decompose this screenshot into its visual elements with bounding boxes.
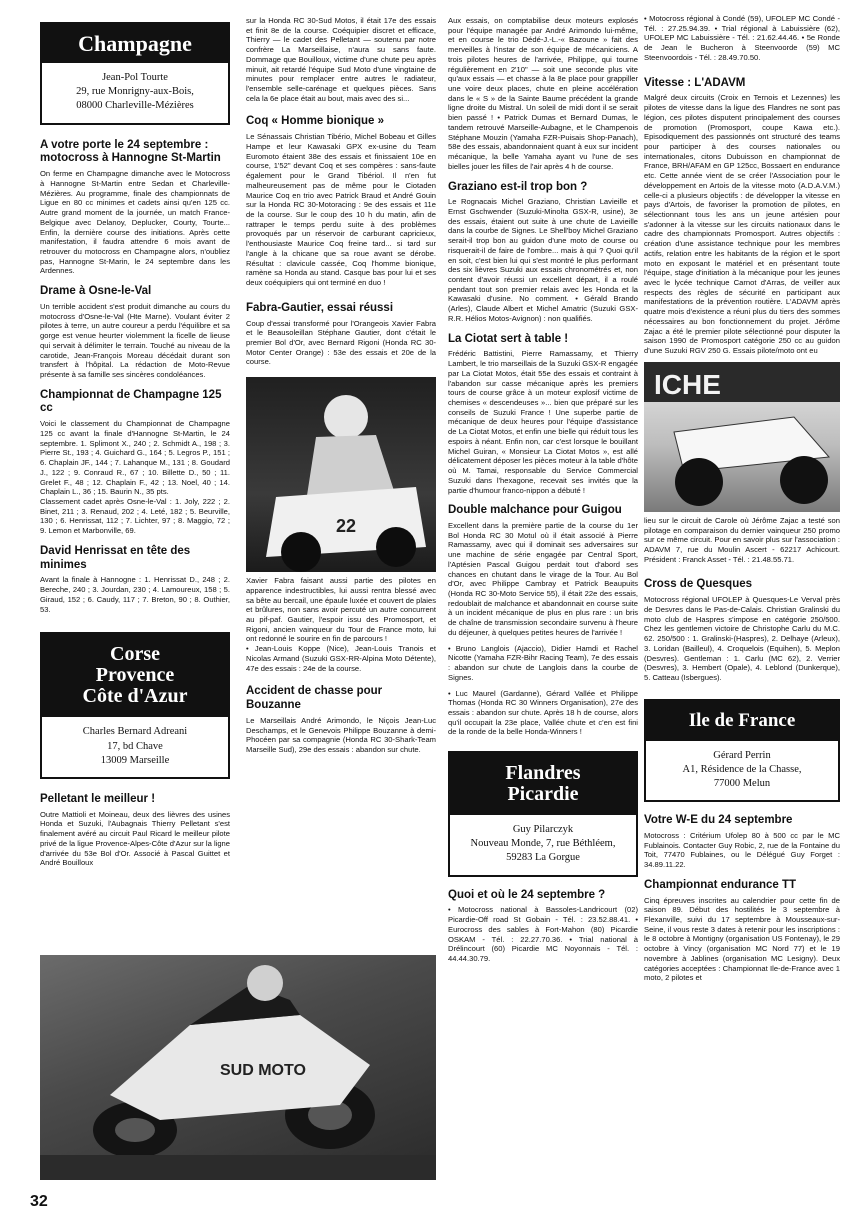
background-sign: ICHE	[654, 368, 721, 400]
page-number: 32	[30, 1193, 48, 1210]
article-body: Le Marseillais André Arimondo, le Niçois Jean-Luc Deschamps, et le Genevois Philippe Bouzanne à demi-Phocéen par sa compagnie (Honda RC 30-Shark-Team Marseille Sud), 29e des essais : abandon sur chute.	[246, 715, 436, 755]
article-title: Cross de Quesques	[644, 578, 753, 591]
article-body: Frédéric Battistini, Pierre Ramassamy, et Thierry Lambert, le trio marseillais de la Suzuki GSX-R engagée par La Ciotat Motos, était 55e des essais et contraint à l'abandon sur casse mécanique après les premiers tours de course grâce à un moteur explosif victime de chemises « descendeuses »... bien que préparé sur les conseils de Suzuki France ! Une superbe partie de mécanique de deux heures pour l'équipe d'assistance de La Ciotat Motos, et enfin une bielle qui réduit tous les espoirs à néant. Enfin non, car c'est lorsque le bouillant Michel Guiran, « Monsieur La Ciotat Motos », est allé délicatement déposer les pièces moteur à la table d'hôte où M. Tamai, responsable du Service Commercial Suzuki dans l'hexagone, recevait ses invités que la partie d'humour franco-nippon a débuté !	[448, 349, 638, 495]
article-body: Cinq épreuves inscrites au calendrier pour cette fin de saison 89. Début des hostilités le 3 septembre à Flexanville, suivi du 17 septembre à Mousseaux-sur-Seine, il vous reste 3 dates à retenir pour les inscriptions : le 8 octobre à Montigny (organisation US Fontenay), le 29 octobre à Vincy (organisation MC Nord 77) et le 19 novembre à Jablines (organisation MC Lesigny). Deux catégories acceptées : Championnat Ile-de-France avec 1 moto, 2 pilotes et	[644, 895, 840, 983]
article-body: Excellent dans la première partie de la course du 1er Bol Honda RC 30 Motul où il était associé à Pierre Ramassamy, avec qui il dominait ses adversaires sur une machine de série engagée par Central Sport, l'Aptésien Pascal Guigou perdait tout d'abord ses chances en chutant dans le virage de la Tour. Au Bol d'Or, avec Philippe Cambray et Patrick Beaupuits (Honda RC 30-Moto Service 55), il était 22e des essais, redoublait de malchance et abandonnait en course suite à un incident mécanique de plus en plus rare : un bris de chaîne de transmission secondaire survenu à l'heure du déjeuner, à quelques petites heures de l'arrivée !	[448, 521, 638, 637]
region-box-champagne	[40, 22, 230, 125]
article-body: • Bruno Langlois (Ajaccio), Didier Hamdi et Rachel Nicotte (Yamaha FZR-Bihr Racing Team), 7e des essais : abandon sur chute de Langlois dans la courbe de Signes.	[448, 643, 638, 682]
article-title: Championnat endurance TT	[644, 878, 797, 891]
region-title: Corse Provence Côte d'Azur	[42, 634, 228, 717]
region-box-corse	[40, 632, 230, 779]
article-title: La Ciotat sert à table !	[448, 332, 569, 345]
region-contact: Guy Pilarczyk Nouveau Monde, 7, rue Béthléem, 59283 La Gorgue	[470, 824, 616, 864]
bike-display-illustration	[644, 362, 840, 512]
article-body: Avant la finale à Hannogne : 1. Henrissat D., 248 ; 2. Bereche, 240 ; 3. Jourdan, 230 ; 4. Lamoureux, 158 ; 5. Giraud, 152 ; 6. Caudy, 117 ; 7. Breton, 90 ; 8. Outhier, 53.	[40, 575, 230, 614]
article-title: Championnat de Champagne 125 cc	[40, 388, 222, 415]
region-box-flandres	[448, 751, 638, 877]
article-body: Malgré deux circuits (Croix en Ternois et Lezennes) les pilotes de vitesse dans la ligue des Flandres ne sont pas légion, ces pilotes disputent principalement des courses de promotion (Promosport, coupe Kawa etc.). Episodiquement des passionnés ont structuré des teams pour participer à des courses nationales ou internationales, citons Dubuisson en championnat de France, BRH/AFAM en GP 125cc, Bossaert en endurance etc. Cette année vient de se créer l'Association pour le développement en Artois de la vitesse moto (A.D.A.V.M.) celle-ci a plusieurs objectifs : de développer la vitesse en pays d'Artois, de favoriser la promotion de pilotes, en sélectionnant tous les ans un jeune artésien pour s'adonner à la vitesse sur les circuits nationaux dans le cadre des championnats Promosport. Autres objectifs : création d'une assistance technique pour les membres actifs, relation entre les habitants de la région et le sport moto en exposant le matériel et en présentant toute l'équipe, stage d'initiation à la mécanique pour les jeunes avec le lycée technique Carnot d'Arras, de veiller aux respects des règles de sécurité en participant aux manifestations de la prévention routière. L'ADAVM après quatre mois d'existence a réuni plus du tiers des sommes nécessaires au bon fonctionnement du projet. Jérôme Zajac a été le premier pilote sélectionné pour disputer la saison 1990 de Promosport catégorie 250 cc au guidon d'une Suzuki RGV 250 G. Essais pilote/moto ont eu	[644, 93, 840, 356]
article-title: Pelletant le meilleur !	[40, 792, 156, 805]
article-body: Outre Mattioli et Moineau, deux des lièvres des usines Honda et Suzuki, l'Aubagnais Thierry Pelletant s'est finalement avéré au circuit Paul Ricard le meilleur pilote privé de la ligue Provence-Alpes-Côte d'Azur sur la ligne d'arrivée du 53e Bol d'Or. Associé à Pascal Guittet et André Bouilloux	[40, 809, 230, 868]
photo-bike-display	[644, 362, 840, 512]
region-box-idf	[644, 699, 840, 802]
article-body: sur la Honda RC 30-Sud Motos, il était 17e des essais et finit 8e de la course. Coéquipier discret et efficace, Thierry — le cadet des Pelletant — soutenu par notre confrère La Marseillaise, n'aura su sans faute. Dommage que Bouilloux, victime d'une chute peu après minuit, ait retardé l'équipe Sud Moto d'une vingtaine de minutes pour remplacer entre autres le radiateur, l'ensemble selle-carénage et quelques pièces. Sans cela la 6e place était au bout, mais avec des si...	[246, 16, 436, 103]
rider-illustration	[246, 377, 436, 572]
article-body: On ferme en Champagne dimanche avec le Motocross à Hannogne St-Martin entre Sedan et Charleville-Mézières. Au programme, finale des championnats de Ligue en 80 cc minimes et cadets ainsi qu'en 125 cc. Autre grand moment de la journée, un match France-Belgique avec Delanoy, Deplucker, Courty, Tourte... Enfin, la dernière course des initiations. Après cette manifestation, il faudra attendre 6 mois avant de retrouver du motocross en Champagne alors, n'oubliez pas, Hannogne St-Marin, le 24 septembre dans les Ardennes.	[40, 169, 230, 276]
article-body: Motocross régional UFOLEP à Quesques-Le Verval près de Desvres dans le Pas-de-Calais. Christian Gralinski du moto club de Haspres s'impose en catégorie 250/500. Chez les gentlemen victoire de Christophe Carlu du M.C. 62. 250/500 : 1. Gralinski-(Haspres), 2. Delhaye (Arleux), 3. Loridan (Bailleul), 4. Croquelois (Equihen), 5. Meplon (Desvres). Gentleman : 1. Carlu (MC 62), 2. Verrier (Desvres), 3. Hembert (Opale), 4. Leblond (Dunkerque), 5. Catteau (Isbergues).	[644, 595, 840, 682]
article-title: Accident de chasse pour Bouzanne	[246, 685, 383, 712]
column-2	[246, 0, 436, 1200]
article-body: Aux essais, on comptabilise deux moteurs explosés pour l'équipe managée par André Arimondo lui-même, et en course le trio Dédé-J.-L.-« Bazoune » fait des merveilles à l'instar de son équipe de mécaniciens. A trois pilotes heures de l'arrivée, Philippe, qui tourne régulièrement en 2'10" — soit une seconde plus vite qu'aux essais — et chasse à la 8e place pour grappiller une voire deux places, chute en pleine accélération dans le « S » de la Sainte Baume précédent la grande ligne droite du Mistral. Un soleil de midi dont il se serait bien passé ! • Patrick Dumas et Bernard Dumas, le tandem retrouvé Marseille-Aubagne, et le Champenois Stéphane Mouzin (Yamaha FZR-Puisais Shop-Panach), 58e des essais, abandonnaient quant à eux sur incident mécanique, la belle Yamaha ayant vu l'une de ses bielles jouer les filles de l'air après 4 h de course.	[448, 16, 638, 171]
column-4	[644, 0, 840, 1200]
region-contact: Gérard Perrin A1, Résidence de la Chasse, 77000 Melun	[682, 749, 802, 789]
photo-caption: lieu sur le circuit de Carole où Jérôme Zajac a testé son pilotage en comparaison du dernier vainqueur 250 promo sur ce même circuit. Pour en savoir plus sur l'association : ADAVM 7, rue du Moulin Ascert - 62217 Achicourt. Président : Franck Asset - Tél. : 21.48.55.71.	[644, 515, 840, 564]
article-body: Classement cadet après Osne-le-Val : 1. Joly, 222 ; 2. Binet, 211 ; 3. Renaud, 202 ; 4. Leté, 182 ; 5. Beurville, 130 ; 6. Henrissat, 112 ; 7. Lichter, 97 ; 8. Maggio, 72 ; 9. Lemon et Marbonville, 69.	[40, 497, 230, 536]
article-body: • Jean-Louis Koppe (Nice), Jean-Louis Tranois et Nicolas Armand (Suzuki GSX-RR-Alpina Moto Détente), 47e des essais : 24e de la course.	[246, 644, 436, 673]
article-body: Le Sénassais Christian Tibério, Michel Bobeau et Gilles Hampe et leur Kawasaki GPX ex-usine du Team Euromoto étaient 38e des essais et finissaient 10e en course, 1'52" devant Coq et ses compères : sans-faute également pour le Grand Tibériol. Il n'en fut malheureusement pas de même pour le Ciotaden Maurice Coq en trio avec Patrick Braud et André Gouin sur la Honda RC 30-Motoracing : 9e des essais et 11e de la course. Sur le coup des 10 h du matin, afin de rattraper le temps perdu suite à des problèmes provoqués par un réservoir de carburant capricieux, l'enthousiaste Maurice Coq freine tard... si tard sur l'angle à la chicane que sa roue avant se dérobe. Résultat : clavicule cassée, Coq l'homme bionique, ramène sa Honda au stand. Casque bas pour lui et ses deux coéquipiers qui ont terminé en duo !	[246, 132, 436, 288]
article-title: Double malchance pour Guigou	[448, 504, 622, 517]
article-title: Drame à Osne-le-Val	[40, 285, 152, 298]
photo-rider-pit	[246, 377, 436, 572]
region-contact: Jean-Pol Tourte 29, rue Monrigny-aux-Bois, 08000 Charleville-Mézières	[76, 72, 194, 112]
article-body: Coup d'essai transformé pour l'Orangeois Xavier Fabra et le Beausoleillan Stéphane Gautier, dont c'était le premier Bol d'Or, avec Bernard Rigoni (Honda RC 30-Motor Center Orange) : 53e des essais et 20e de la course.	[246, 318, 436, 367]
article-title: A votre porte le 24 septembre : motocross à Hannogne St-Martin	[40, 138, 221, 165]
photo-caption: Xavier Fabra faisant aussi partie des pilotes en apparence indestructibles, lui aussi rentra blessé avec sa bête au bercail, une épaule luxée et couvert de plaies et brûlures, non sans avoir percuté un autre concurrent au pif-paf. Gautier, l'espoir issu des Promosport, et Rigoni, ancien vainqueur du Tour de France moto, lui ont redonné le sourire en fin de parcours !	[246, 576, 436, 644]
article-title: Fabra-Gautier, essai réussi	[246, 301, 394, 314]
article-body: Le Rognacais Michel Graziano, Christian Lavieille et Ernst Gschwender (Suzuki-Minolta GSX-R, usine), 3e des essais, étaient out suite à une chute de Lavieille dans la courbe de Signes. Le Shell'boy Michel Graziano serait-il trop bon au guidon d'une moto de course ou risquerait-il de faire de l'ombre... mais à qui ? Quoi qu'il en soit, c'est bien lui qui s'est montré le plus performant des six lièvres Suzuki aux essais chronométrés et, non content d'avoir réussi un excellent départ, il a roulé pendant tout son premier relais avec les Honda et la Kawasaki d'usine. No comment. • Gérald Brando (Arles), Claude Albert et Michel Amatric (Suzuki GSX-R.R. Hélios Motos-Avignon) : non qualifiés.	[448, 197, 638, 323]
region-title: Ile de France	[646, 701, 838, 741]
region-title: Champagne	[42, 24, 228, 63]
article-body: • Motocross régional à Condé (59), UFOLEP MC Condé - Tél. : 27.25.94.39. • Trial régional à Labuissière (62), UFOLEP MC Labuissière - Tél. : 21.62.44.46. • 5e Ronde de Jean le Bucheron à Steenvoorde (59) MC Steenvoordois - Tél. : 28.49.70.50.	[644, 14, 840, 62]
article-body: Un terrible accident s'est produit dimanche au cours du motocross d'Osne-le-Val (Hte Marne). Voulant éviter 2 pilotes à terre, un autre coureur a perdu l'équilibre et sa gorge est venue heurter violemment la ficelle de lieuse qui servait à délimiter le terrain. Touché au niveau de la carotide, Jean-François Moreau décédait durant son transfert à l'hôpital. La rédaction de Moto-Revue présente à sa famille ses sincères condoléances.	[40, 301, 230, 379]
bike-sponsor-text: SUD MOTO	[220, 1062, 306, 1079]
region-contact: Charles Bernard Adreani 17, bd Chave 13009 Marseille	[82, 726, 188, 766]
column-3	[448, 0, 638, 1200]
article-title: Graziano est-il trop bon ?	[448, 180, 588, 193]
article-body: • Luc Maurel (Gardanne), Gérard Vallée et Philippe Thomas (Honda RC 30 Winners Organisation), 27e des essais : abandon sur chute. Après 18 h de course, alors qu'il occupait la 23e place, Vallée chute et c'en est fini de la ronde de la belle Honda-Winners !	[448, 688, 638, 737]
bike-number: 22	[336, 516, 357, 537]
article-body: Motocross : Critérium Ufolep 80 à 500 cc par le MC Fublainois. Contacter Guy Robic, 2, rue de la Fontaine du Toit, 77470 Fublaines, ou le Délégué Guy Forget : 34.89.11.22.	[644, 830, 840, 870]
article-title: Votre W-E du 24 septembre	[644, 814, 793, 827]
article-title: David Henrissat en tête des minimes	[40, 544, 191, 571]
article-body: Voici le classement du Championnat de Champagne 125 cc avant la finale d'Hannogne St-Martin, le 24 septembre. 1. Splimont X., 240 ; 2. Schmidt A., 198 ; 3. Pierre St., 193 ; 4. Guichard G., 164 ; 5. Legros P., 151 ; 6. Chaplain JF., 144 ; 7. Lahanque M., 131 ; 8. Goudard J., 122 ; 9. Conraud R., 67 ; 10. Billette D., 50 ; 11. Grelet F., 48 ; 12. Chaplain F., 42 ; 13. Noel, 40 ; 14. Chaplain L., 36 ; 15. Baurin N., 35 pts.	[40, 419, 230, 497]
article-body: • Motocross national à Bassoles-Landricourt (02) Picardie-Off road St Gobain - Tél. : 23.52.88.41. • Eurocross des sables à Fort-Mahon (80) Picardie OSKAM - Tél. : 22.27.70.36. • Trial national à Drélincourt (60) Picardie MC Noyonnais - Tél. : 44.44.30.79.	[448, 905, 638, 964]
article-title: Vitesse : L'ADAVM	[644, 76, 746, 89]
article-title: Coq « Homme bionique »	[246, 115, 385, 128]
region-title: Flandres Picardie	[450, 753, 636, 815]
article-title: Quoi et où le 24 septembre ?	[448, 888, 606, 901]
